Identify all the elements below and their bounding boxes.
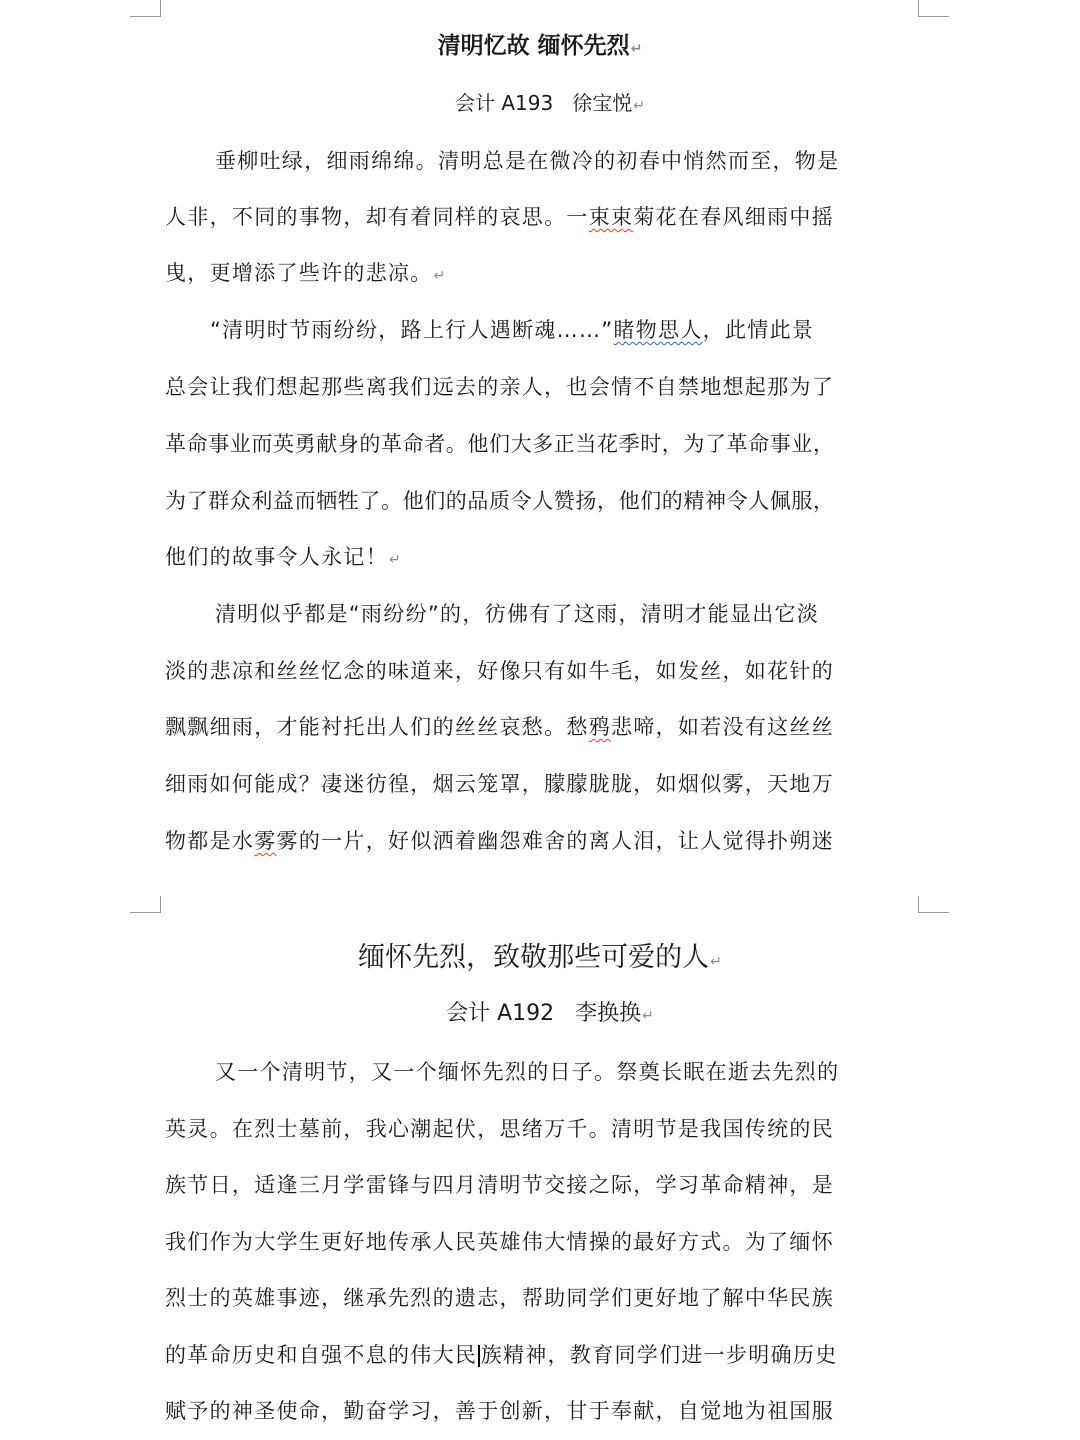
page-1-title[interactable]: 清明忆故 缅怀先烈↵: [437, 33, 643, 59]
spellcheck-marker[interactable]: 鸦: [588, 715, 612, 739]
body-line[interactable]: 我们作为大学生更好地传承人民英雄伟大情操的最好方式。为了缅怀: [165, 1230, 834, 1254]
body-line[interactable]: 物都是水雾雾的一片，好似洒着幽怨难舍的离人泪，让人觉得扑朔迷: [165, 829, 835, 853]
body-line[interactable]: 人非，不同的事物，却有着同样的哀思。一束束菊花在春风细雨中摇: [165, 205, 835, 229]
body-line[interactable]: 垂柳吐绿，细雨绵绵。清明总是在微冷的初春中悄然而至，物是: [215, 149, 840, 173]
body-line[interactable]: 族节日，适逢三月学雷锋与四月清明节交接之际，学习革命精神，是: [165, 1173, 834, 1197]
spellcheck-marker[interactable]: 睹物思人: [613, 318, 703, 342]
paragraph-mark-icon: ↵: [630, 41, 643, 57]
paragraph-mark-icon: ↵: [710, 954, 722, 970]
body-line[interactable]: 他们的故事令人永记！↵: [165, 545, 403, 569]
body-line[interactable]: 革命事业而英勇献身的革命者。他们大多正当花季时，为了革命事业，: [165, 432, 835, 456]
body-line[interactable]: 清明似乎都是“雨纷纷”的，彷佛有了这雨，清明才能显出它淡: [215, 602, 820, 626]
page-1-author[interactable]: 会计 A193 徐宝悦↵: [454, 91, 646, 115]
paragraph-mark-icon: ↵: [642, 1008, 654, 1024]
margin-corner-mark: [130, 0, 161, 17]
paragraph-mark-icon: ↵: [433, 268, 447, 284]
body-line[interactable]: 为了群众利益而牺牲了。他们的品质令人赞扬，他们的精神令人佩服，: [165, 489, 835, 513]
spellcheck-marker[interactable]: 雾: [254, 829, 277, 853]
body-line[interactable]: 总会让我们想起那些离我们远去的亲人，也会情不自禁地想起那为了: [165, 375, 834, 399]
body-line[interactable]: 赋予的神圣使命，勤奋学习，善于创新，甘于奉献，自觉地为祖国服: [165, 1399, 834, 1423]
body-line[interactable]: 曳，更增添了些许的悲凉。↵: [165, 261, 447, 285]
margin-corner-mark: [918, 0, 949, 17]
margin-corner-mark: [918, 896, 949, 913]
text-cursor: [478, 1345, 480, 1367]
body-line[interactable]: 烈士的英雄事迹，继承先烈的遗志，帮助同学们更好地了解中华民族: [165, 1286, 834, 1310]
margin-corner-mark: [130, 896, 161, 913]
body-line[interactable]: 又一个清明节，又一个缅怀先烈的日子。祭奠长眠在逝去先烈的: [215, 1060, 840, 1084]
body-line[interactable]: 淡的悲凉和丝丝忆念的味道来，好像只有如牛毛，如发丝，如花针的: [165, 659, 834, 683]
body-line[interactable]: “清明时节雨纷纷，路上行人遇断魂……”睹物思人，此情此景: [210, 318, 815, 342]
document-page-2: [0, 864, 1080, 1440]
body-line[interactable]: 细雨如何能成？凄迷彷徨，烟云笼罩，朦朦胧胧，如烟似雾，天地万: [165, 772, 834, 796]
body-line[interactable]: 的革命历史和自强不息的伟大民 族精神，教育同学们进一步明确历史: [165, 1343, 838, 1367]
spellcheck-marker[interactable]: 束束: [588, 205, 634, 229]
body-line[interactable]: 英灵。在烈士墓前，我心潮起伏，思绪万千。清明节是我国传统的民: [165, 1117, 834, 1141]
page-2-author[interactable]: 会计 A192 李换换↵: [446, 1001, 654, 1026]
page-2-title[interactable]: 缅怀先烈，致敬那些可爱的人↵: [358, 942, 722, 973]
paragraph-mark-icon: ↵: [389, 552, 403, 568]
paragraph-mark-icon: ↵: [633, 98, 646, 114]
body-line[interactable]: 飘飘细雨，才能衬托出人们的丝丝哀愁。愁鸦悲啼，如若没有这丝丝: [165, 715, 835, 739]
